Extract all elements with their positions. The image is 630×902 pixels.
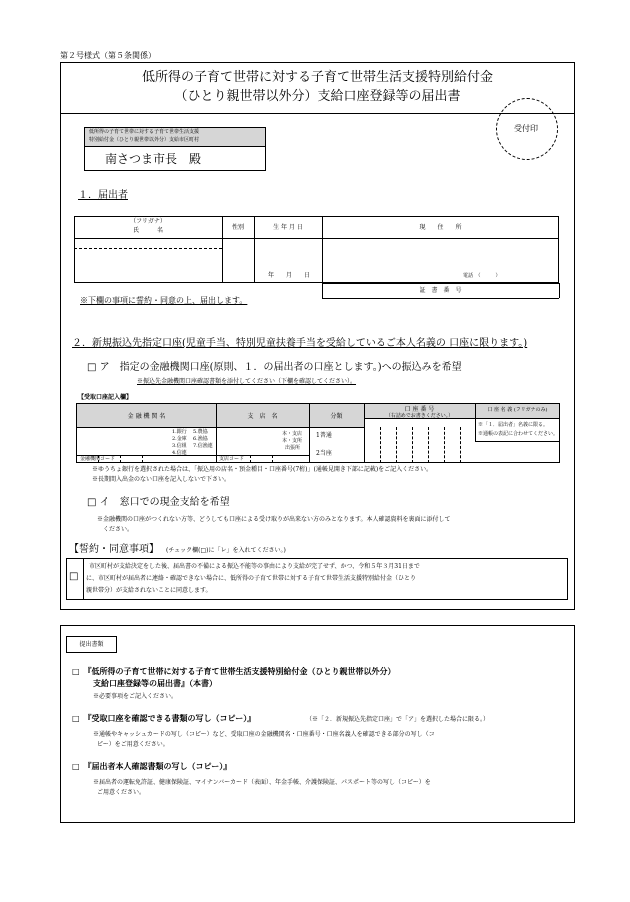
account-heading: 【受取口座記入欄】 xyxy=(78,394,133,401)
doc-item-3-note-2: ご用意ください。 xyxy=(97,789,146,796)
yucho-note: ※ゆうちょ銀行を選択された場合は、「振込用の店名・預金種目・口座番号(7桁)」(通帳見開き下部に記載)をご記入ください。 xyxy=(92,466,433,473)
option-i-note-2: ください。 xyxy=(103,526,134,533)
bank-name-label: 金 融 機 関 名 xyxy=(127,413,166,420)
title-line-1: 低所得の子育て世帯に対する子育て世帯生活支援特別給付金 xyxy=(141,70,493,85)
branch-type-1: 本・支店 xyxy=(282,431,303,437)
addressee-small-line-2: 特別給付金（ひとり親世帯以外分）支給市区町村 xyxy=(89,137,200,143)
doc-item-2-note-2: ピー）をご用意ください。 xyxy=(97,741,169,748)
addressee-name: 南さつま市長 殿 xyxy=(105,152,202,166)
gender-label: 性別 xyxy=(231,224,244,231)
bank-type-4: 4.信連 xyxy=(172,450,187,456)
category-1: 1普通 xyxy=(316,432,332,439)
cert-number-label: 証 書 番 号 xyxy=(419,287,462,294)
doc-item-1-note: ※必要事項をご記入ください。 xyxy=(93,693,178,700)
doc-item-2-label[interactable]: □ 『受取口座を確認できる書類の写し（コピー）』 xyxy=(72,713,256,723)
option-a-note: ※振込先金融機関口座確認書類を添付してください（下欄を確認してください）。 xyxy=(137,378,357,385)
addressee-small-line-1: 低所得の子育て世帯に対する子育て世帯生活支援 xyxy=(89,129,200,135)
bank-type-6: 6.漁協 xyxy=(193,436,208,442)
doc-item-1-line-1[interactable]: □ 『低所得の子育て世帯に対する子育て世帯生活支援特別給付金（ひとり親世帯以外分） xyxy=(72,666,396,676)
holder-note-2: ※通帳の表記に合わせてください。 xyxy=(478,431,559,437)
doc-item-3-note-1: ※届出者の運転免許証、健康保険証、マイナンバーカード（表面）、年金手帳、介護保険証、パスポート等の写し（コピー）を xyxy=(93,779,431,786)
option-a-label[interactable]: □ ア 指定の金融機関口座(原則、１．の届出者の口座とします。)への振込みを希望 xyxy=(87,362,462,373)
account-number-sub: （右詰めでお書きください。） xyxy=(385,413,454,419)
option-i-label[interactable]: □ イ 窓口での現金支給を希望 xyxy=(87,497,230,508)
section2-heading: ２．新規振込先指定口座(児童手当、特別児童扶養手当を受給しているご本人名義の 口座に限ります。) xyxy=(72,338,528,349)
section1-heading: １．届出者 xyxy=(78,190,128,201)
bank-type-7: 7.信漁連 xyxy=(193,443,213,449)
category-label: 分類 xyxy=(330,413,343,420)
branch-code-label: 支店コード xyxy=(219,456,245,462)
pledge-line-3: 親世帯分）が支給されないことに同意します。 xyxy=(86,587,212,594)
receipt-stamp-label: 受付印 xyxy=(514,124,538,133)
account-number-label: 口 座 番 号 xyxy=(404,406,435,413)
pledge-checkbox[interactable]: □ xyxy=(69,571,79,582)
holder-label: 口 座 名 義 (フリガナのみ) xyxy=(487,407,548,413)
pledge-heading-note: (チェック欄(□)に「レ」を入れてください。) xyxy=(166,547,286,554)
furigana-label: （フリガナ） xyxy=(130,218,166,225)
name-label: 氏 名 xyxy=(132,227,163,234)
address-label: 現 住 所 xyxy=(419,224,462,231)
holder-note-1: ※「１．届出者」名義に限る。 xyxy=(478,422,549,428)
birthdate-label: 生 年 月 日 xyxy=(273,224,303,231)
form-number: 第２号様式（第５条関係） xyxy=(60,51,156,60)
pledge-note: ※下欄の事項に誓約・同意の上、届出します。 xyxy=(80,296,248,305)
doc-item-3-label[interactable]: □ 『届出者本人確認書類の写し（コピー）』 xyxy=(72,761,232,771)
bank-type-3: 3.信組 xyxy=(172,443,187,449)
bank-type-1: 1.銀行 xyxy=(172,429,187,435)
doc-item-2-aside: （※「２．新規振込先指定口座」で「ア」を選択した場合に限る。） xyxy=(306,716,490,723)
long-term-note: ※長期間入出金のない口座を記入しないで下さい。 xyxy=(92,476,231,483)
branch-type-3: 出張所 xyxy=(285,445,301,451)
category-2: 2当座 xyxy=(316,450,332,457)
title-line-2: （ひとり親世帯以外分）支給口座登録等の届出書 xyxy=(174,89,461,104)
birthdate-ymd: 年 月 日 xyxy=(268,272,311,279)
option-i-note-1: ※金融機関の口座がつくれない方等、どうしても口座による受け取りが出来ない方のみとなります。本人確認資料を裏面に添付して xyxy=(97,516,451,523)
branch-name-label: 支 店 名 xyxy=(247,413,278,420)
bank-type-5: 5.農協 xyxy=(193,429,208,435)
pledge-heading: 【誓約・同意事項】 xyxy=(69,544,159,555)
bank-code-label: 金融機関コード xyxy=(80,456,116,462)
phone-label: 電話 （ ） xyxy=(463,273,501,279)
pledge-line-2: に、市区町村が届出者に連絡・確認できない場合に、低所得の子育て世帯に対する子育て世帯生活支援特別給付金（ひとり xyxy=(86,575,417,582)
bank-type-2: 2.金庫 xyxy=(172,436,187,442)
doc-item-2-note-1: ※通帳やキャッシュカードの写し（コピー）など、受取口座の金融機関名・口座番号・口座名義人を確認できる部分の写し（コ xyxy=(93,731,435,738)
documents-heading: 提出書類 xyxy=(79,641,104,648)
doc-item-1-line-2: 支給口座登録等の届出書』（本書） xyxy=(93,678,217,688)
branch-type-2: 本・支所 xyxy=(282,438,303,444)
pledge-line-1: 市区町村が支給決定をした後、届出書の不備による振込不能等の事由により支給が完了せず、かつ、令和５年３月31日まで xyxy=(89,563,420,570)
